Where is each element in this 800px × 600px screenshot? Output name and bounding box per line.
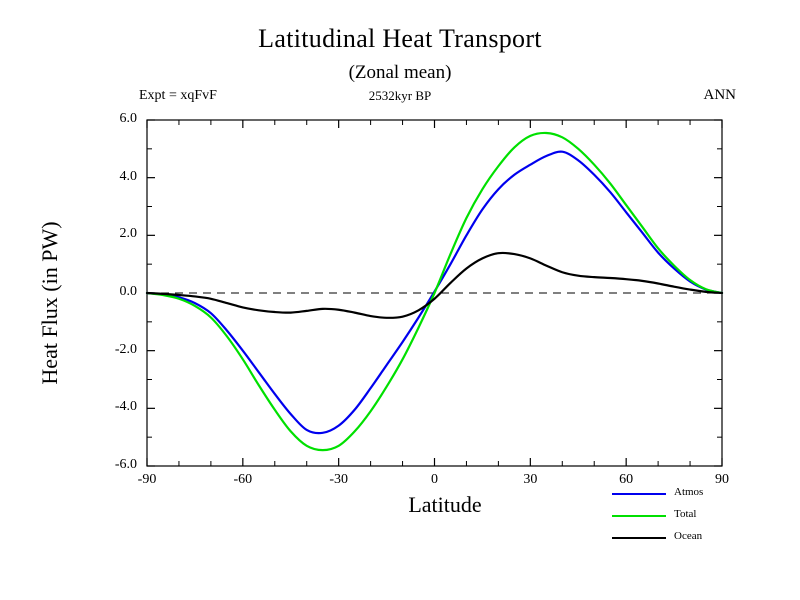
legend-label: Atmos [674,486,704,498]
legend-item [612,484,782,506]
x-tick-label: 60 [619,472,634,487]
y-tick-label: -6.0 [114,457,137,472]
legend-label: Total [674,508,697,520]
chart-subtitle: (Zonal mean) [348,62,452,83]
y-tick-label: -4.0 [114,399,137,415]
chart-title: Latitudinal Heat Transport [258,24,542,53]
x-tick-label: -30 [329,472,348,487]
y-tick-label: 2.0 [119,226,137,242]
y-axis-label: Heat Flux (in PW) [37,221,62,385]
legend-label: Ocean [674,530,703,542]
legend-swatch [612,537,666,539]
series-line-total [147,133,722,450]
x-tick-label: 0 [431,472,438,487]
legend-item [612,528,782,550]
experiment-label: Expt = xqFvF [139,88,217,103]
y-tick-label: 4.0 [119,168,137,184]
legend-swatch [612,493,666,495]
x-axis-label: Latitude [408,492,482,517]
series-line-ocean [147,253,722,318]
y-tick-label: -2.0 [114,341,137,357]
y-tick-label: 0.0 [119,284,137,299]
y-tick-label: 6.0 [119,111,137,126]
season-label: ANN [703,87,736,103]
legend-swatch [612,515,666,517]
legend-item [612,506,782,528]
x-tick-label: 30 [523,472,538,487]
x-tick-label: -60 [233,472,253,487]
x-tick-label: 90 [715,472,729,487]
period-label: 2532kyr BP [368,88,432,103]
x-tick-label: -90 [137,472,157,487]
chart-legend [612,484,782,550]
